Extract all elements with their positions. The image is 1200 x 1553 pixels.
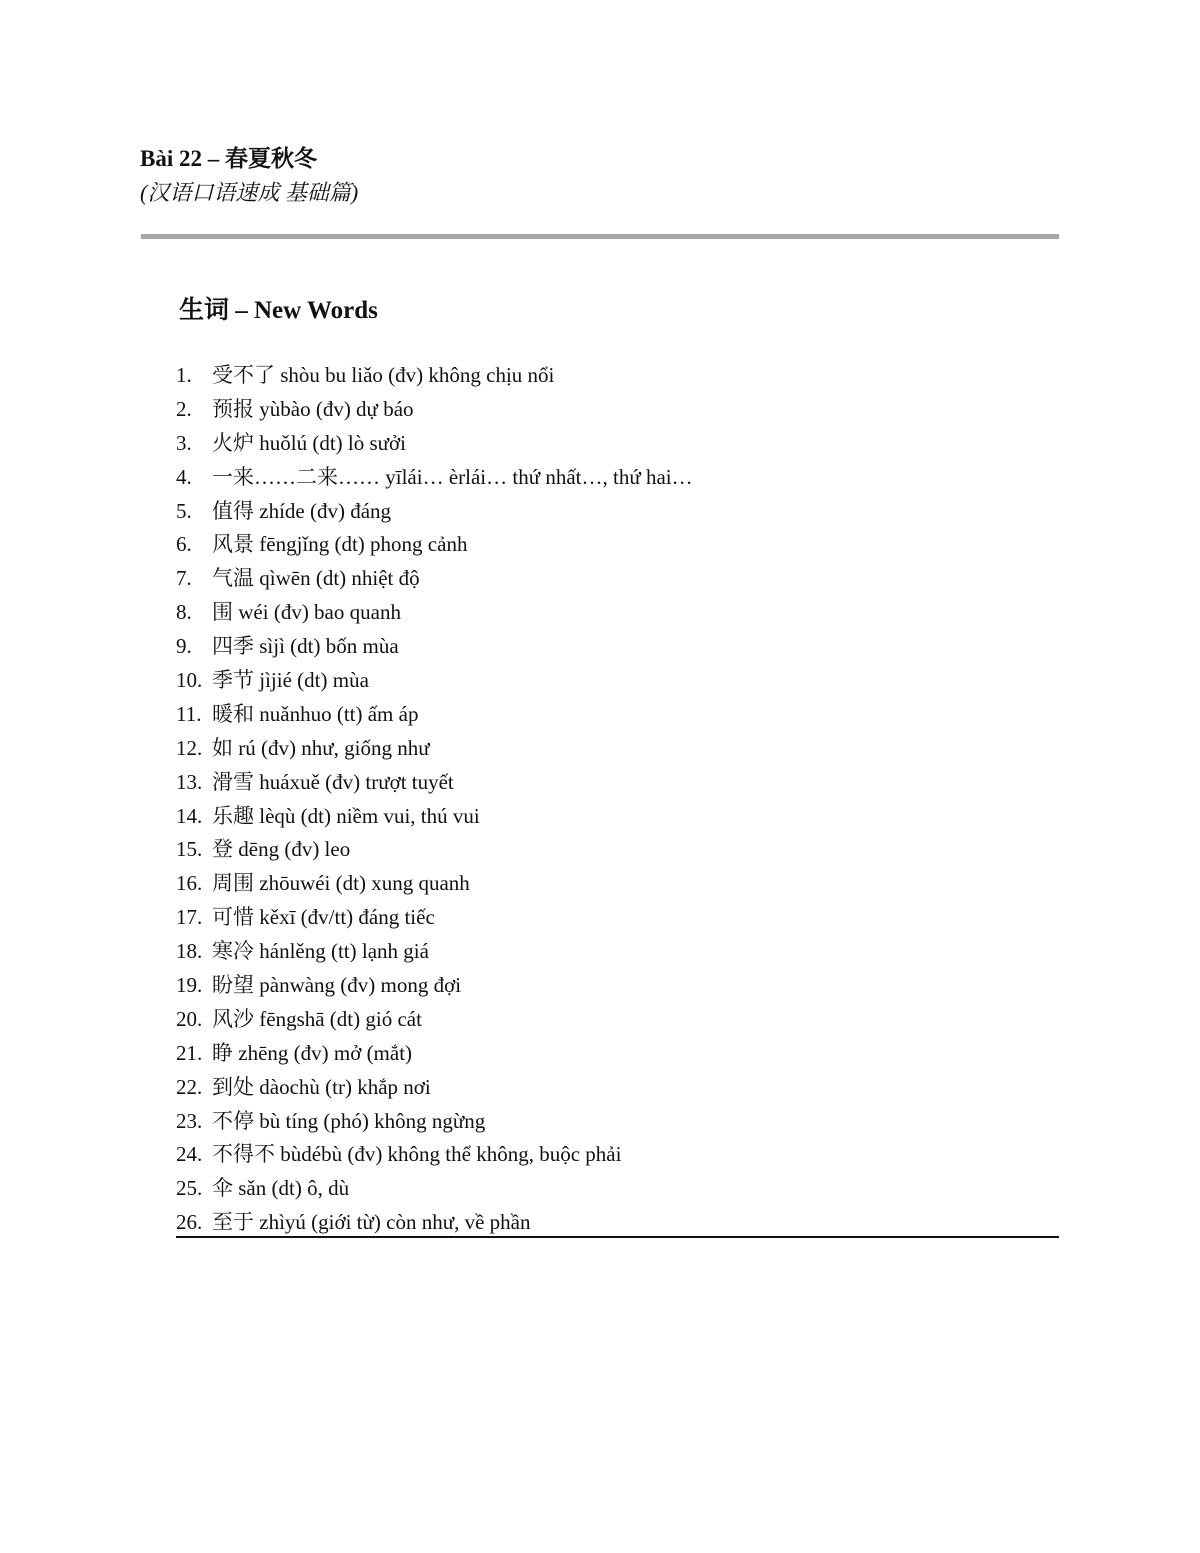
vocab-text: 风沙 fēngshā (dt) gió cát [212,1006,422,1031]
vocab-number: 7. [176,566,192,591]
vocab-number: 10. [176,668,203,693]
vocab-text: 不得不 bùdébù (đv) không thể không, buộc phải [212,1142,622,1167]
vocab-item [176,359,1060,393]
vocab-number: 5. [176,498,192,523]
vocab-item [176,935,1060,969]
vocab-number: 2. [176,396,192,421]
vocab-item [176,833,1060,867]
vocab-number: 17. [176,905,203,930]
vocab-text: 气温 qìwēn (dt) nhiệt độ [212,566,420,591]
vocab-text: 至于 zhìyú (giới từ) còn như, về phần [212,1210,531,1235]
vocab-item [176,427,1060,461]
vocab-number: 24. [176,1142,203,1167]
page-subtitle: (汉语口语速成 基础篇) [140,180,359,205]
vocab-item [176,461,1060,495]
vocab-number: 26. [176,1210,203,1235]
vocab-item [176,495,1060,529]
vocab-number: 22. [176,1074,203,1099]
vocab-number: 16. [176,871,203,896]
vocab-item [176,596,1060,630]
vocab-text: 季节 jìjié (dt) mùa [212,668,369,693]
vocab-item [176,393,1060,427]
vocab-number: 9. [176,634,192,659]
vocab-item [176,901,1060,935]
vocab-number: 8. [176,600,192,625]
vocab-text: 不停 bù tíng (phó) không ngừng [212,1108,486,1133]
vocab-text: 周围 zhōuwéi (dt) xung quanh [212,871,470,896]
vocab-item [176,664,1060,698]
vocab-item [176,630,1060,664]
vocab-item [176,800,1060,834]
vocab-text: 可惜 kěxī (đv/tt) đáng tiếc [212,905,435,930]
vocab-number: 14. [176,803,203,828]
vocab-text: 如 rú (đv) như, giống như [212,735,430,760]
vocab-number: 20. [176,1006,203,1031]
vocab-item [176,867,1060,901]
vocab-item [176,1071,1060,1105]
vocab-number: 11. [176,701,202,726]
vocab-text: 火炉 huǒlú (dt) lò sưởi [212,430,406,455]
vocab-number: 23. [176,1108,203,1133]
vocab-item [176,969,1060,1003]
vocab-number: 15. [176,837,203,862]
vocab-text: 风景 fēngjǐng (dt) phong cảnh [212,532,468,557]
vocab-number: 12. [176,735,203,760]
vocab-item [176,698,1060,732]
vocab-text: 受不了 shòu bu liǎo (đv) không chịu nổi [212,363,555,387]
vocab-item [176,1138,1060,1172]
vocab-item [176,766,1060,800]
vocab-item [176,528,1060,562]
vocab-number: 25. [176,1176,203,1201]
vocab-text: 值得 zhíde (đv) đáng [212,498,392,523]
vocab-text: 到处 dàochù (tr) khắp nơi [212,1074,431,1099]
vocab-text: 寒冷 hánlěng (tt) lạnh giá [212,939,429,964]
vocab-item [176,1003,1060,1037]
top-divider [141,234,1059,239]
vocab-number: 21. [176,1040,203,1065]
vocab-list [176,359,1060,1240]
vocab-text: 登 dēng (đv) leo [212,837,351,862]
vocab-number: 18. [176,939,203,964]
vocab-text: 乐趣 lèqù (dt) niềm vui, thú vui [212,803,480,828]
vocab-text: 滑雪 huáxuě (đv) trượt tuyết [212,769,454,794]
vocab-number: 4. [176,464,192,489]
vocab-number: 3. [176,430,192,455]
vocab-number: 6. [176,532,192,557]
vocab-item [176,1037,1060,1071]
vocab-number: 13. [176,769,203,794]
vocab-text: 睁 zhēng (đv) mở (mắt) [212,1040,413,1065]
vocab-item [176,732,1060,766]
page-title: Bài 22 – 春夏秋冬 [140,146,317,171]
vocab-item [176,1105,1060,1139]
bottom-divider [176,1236,1059,1238]
vocab-text: 预报 yùbào (đv) dự báo [212,396,414,421]
vocab-item [176,1172,1060,1206]
vocab-text: 围 wéi (đv) bao quanh [212,600,401,625]
vocab-number: 19. [176,973,203,998]
vocab-text: 一来……二来…… yīlái… èrlái… thứ nhất…, thứ hai… [212,464,693,489]
vocab-text: 伞 sǎn (dt) ô, dù [212,1176,350,1201]
vocab-number: 1. [176,363,192,387]
vocab-text: 暖和 nuǎnhuo (tt) ấm áp [212,701,419,726]
section-heading: 生词 – New Words [179,297,378,324]
vocab-item [176,562,1060,596]
vocab-text: 四季 sìjì (dt) bốn mùa [212,634,399,659]
vocab-text: 盼望 pànwàng (đv) mong đợi [212,973,462,998]
